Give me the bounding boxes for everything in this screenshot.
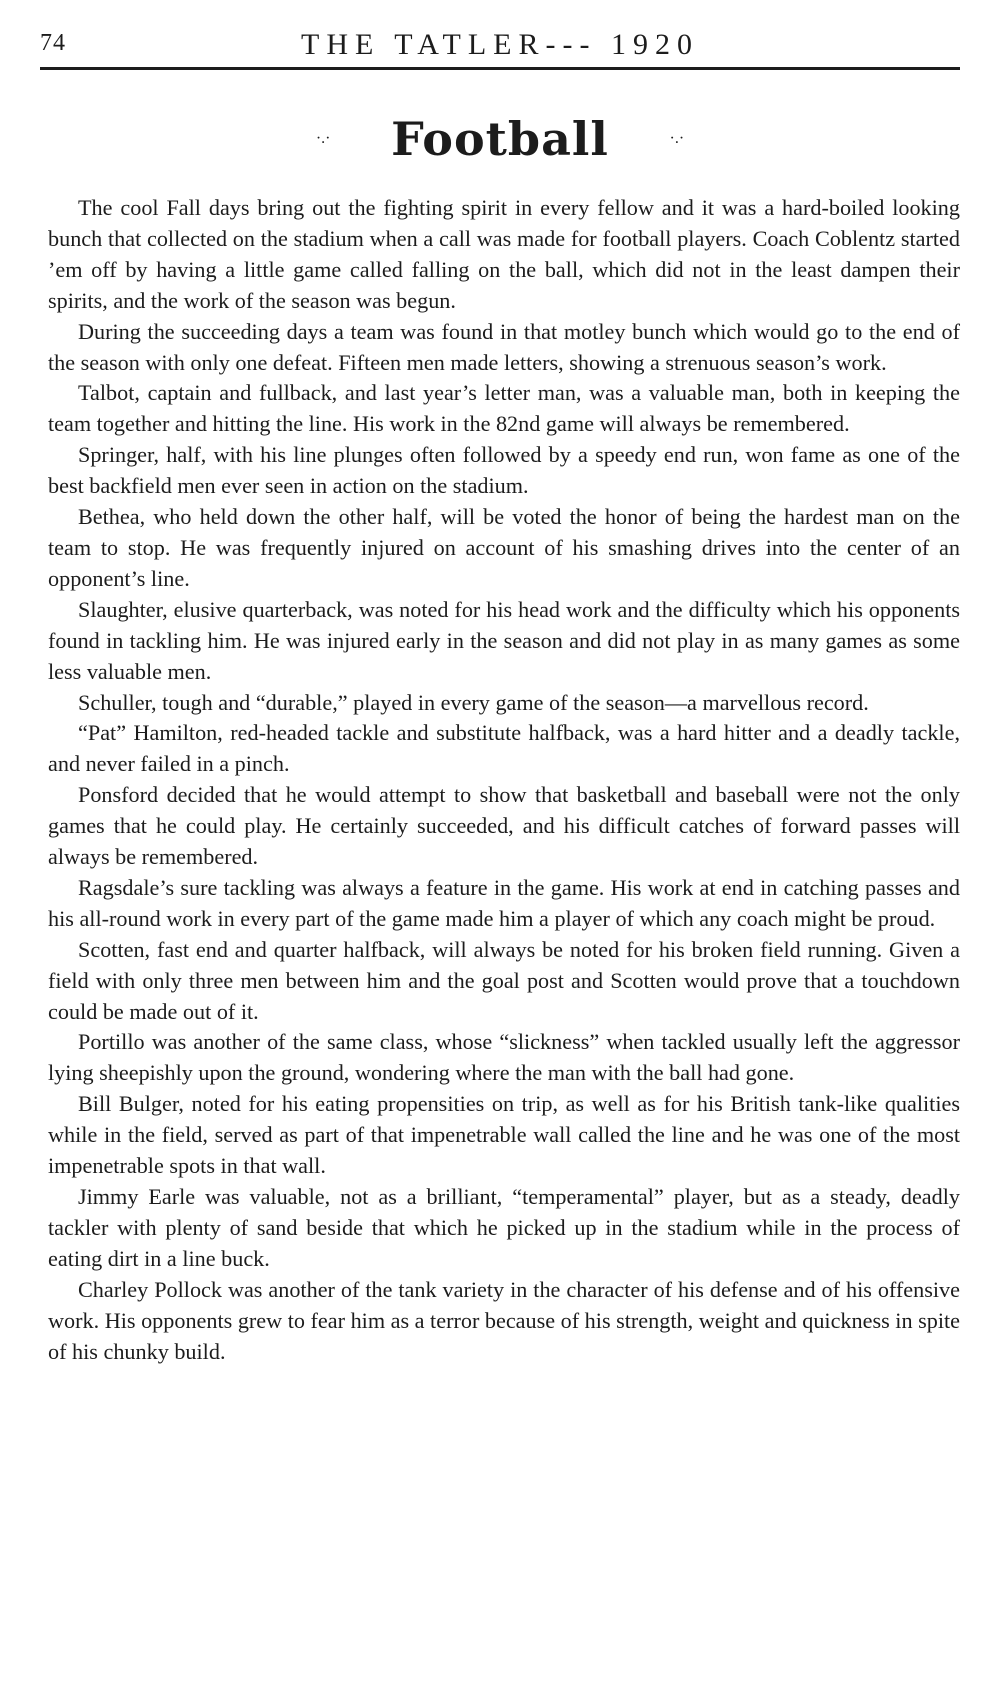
paragraph: Slaughter, elusive quarterback, was noted for his head work and the difficulty which his opponents found in tackling him. He was injured early in the season and did not play in as many games as some less valuable men. [48, 596, 960, 684]
paragraph: Bethea, who held down the other half, will be voted the honor of being the hardest man on the team to stop. He was frequently injured on account of his smashing drives into the center of an opponent’s line. [48, 504, 960, 591]
header-rule [40, 67, 960, 70]
paragraph: Schuller, tough and “durable,” played in every game of the season—a marvellous record. [78, 689, 869, 715]
paragraph: During the succeeding days a team was found in that motley bunch which would go to the end of the season with only one defeat. Fifteen men made letters, showing a strenuous season’s work. [48, 318, 960, 375]
article-body [48, 193, 960, 1367]
article-heading [0, 112, 1000, 182]
paragraph: Springer, half, with his line plunges often followed by a speedy end run, won fame as one of the best backfield men ever seen in action on the stadium. [48, 442, 960, 499]
page-header [40, 28, 960, 62]
paragraph: Bill Bulger, noted for his eating propensities on trip, as well as for his British tank-like qualities while in the field, served as part of that impenetrable wall called the line and he was one of the most impenetrable spots in that wall. [48, 1091, 960, 1179]
paragraph: The cool Fall days bring out the fighting spirit in every fellow and it was a hard-boiled looking bunch that collected on the stadium when a call was made for football players. Coach Coblentz started ’em off by having a little game called falling on the ball, which did not in the least dampen their spirits, and the work of the season was begun. [48, 195, 960, 313]
page-number: 74 [40, 30, 66, 56]
paragraph: Talbot, captain and fullback, and last year’s letter man, was a valuable man, both in keeping the team together and hitting the line. His work in the 82nd game will always be remembered. [48, 380, 960, 437]
paragraph: Portillo was another of the same class, whose “slickness” when tackled usually left the aggressor lying sheepishly upon the ground, wondering where the man with the ball had gone. [48, 1029, 960, 1086]
right-ornament-icon: ·.· [669, 130, 685, 147]
paragraph: Charley Pollock was another of the tank variety in the character of his defense and of his offensive work. His opponents grew to fear him as a terror because of his strength, weight and quickness in spite of his chunky build. [48, 1276, 960, 1364]
paragraph: Scotten, fast end and quarter halfback, will always be noted for his broken field running. Given a field with only three men between him and the goal post and Scotten would prove that a touchdown could be made out of it. [48, 936, 960, 1024]
paragraph: Ponsford decided that he would attempt to show that basketball and baseball were not the only games that he could play. He certainly succeeded, and his difficult catches of forward passes will always be remembered. [48, 782, 960, 870]
paragraph: “Pat” Hamilton, red-headed tackle and substitute halfback, was a hard hitter and a deadly tackle, and never failed in a pinch. [48, 720, 960, 777]
article-title: Football [391, 112, 609, 166]
paragraph: Jimmy Earle was valuable, not as a brilliant, “temperamental” player, but as a steady, deadly tackler with plenty of sand beside that which he picked up in the stadium while in the process of eating dirt in a line buck. [48, 1184, 960, 1271]
left-ornament-icon: ·.· [315, 130, 331, 147]
paragraph: Ragsdale’s sure tackling was always a feature in the game. His work at end in catching passes and his all-round work in every part of the game made him a player of which any coach might be proud. [48, 874, 960, 931]
running-title: THE TATLER--- 1920 [301, 28, 699, 61]
